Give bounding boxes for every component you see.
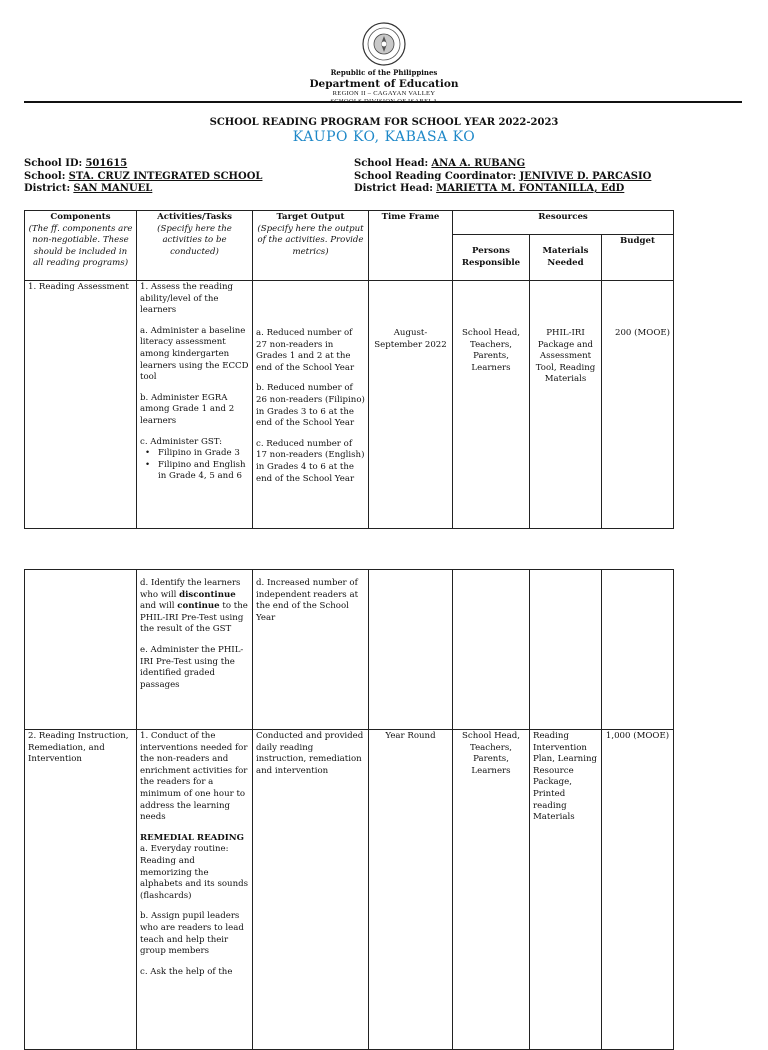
- header-time-frame: Time Frame: [369, 211, 453, 281]
- activity-e: e. Administer the PHIL-IRI Pre-Test using the identified graded passages: [140, 644, 244, 690]
- school-label: School:: [24, 170, 66, 182]
- coordinator-row: [354, 171, 651, 184]
- district-head-row: [354, 183, 651, 196]
- division-line: SCHOOLS DIVISION OF ISABELA: [330, 98, 438, 105]
- materials-cell: [530, 281, 602, 529]
- school-info-left: [24, 158, 262, 196]
- header-activities-note: (Specify here the activities to be conducted): [157, 223, 232, 257]
- persons-cell: [453, 281, 530, 529]
- school-id-row: [24, 158, 262, 171]
- target-cell: [253, 281, 369, 529]
- target-a: a. Reduced number of 27 non-readers in Grades 1 and 2 at the end of the School Year: [256, 328, 355, 373]
- activity-a: a. Administer a baseline literacy assessment among kindergarten learners using the ECCD tool: [140, 325, 249, 383]
- activity-d-text: to the PHIL-IRI Pre-Test using the result of the GST: [140, 601, 248, 635]
- header-resources: Resources: [453, 211, 674, 235]
- time-frame-cell: [369, 570, 453, 730]
- header-budget: Budget: [602, 235, 674, 281]
- program-slogan: KAUPO KO, KABASA KO: [292, 129, 476, 145]
- activity-c-list: [140, 448, 249, 483]
- header-target-label: Target Output: [276, 212, 345, 222]
- activity-a: a. Everyday routine: Reading and memorizing the alphabets and its sounds (flashcards): [140, 844, 249, 901]
- activities-cell: [137, 281, 253, 529]
- target-b: b. Reduced number of 26 non-readers (Filipino) in Grades 3 to 6 at the end of the School Year: [256, 383, 365, 429]
- activities-cell: [137, 730, 253, 1050]
- header-divider: [24, 101, 742, 103]
- table-row: [25, 570, 674, 730]
- district-head-value: MARIETTA M. FONTANILLA, EdD: [436, 183, 625, 194]
- header-target: [253, 211, 369, 281]
- budget-cell: 1,000 (MOOE): [602, 730, 674, 1050]
- activity-intro: 1. Assess the reading ability/level of the learners: [140, 282, 234, 316]
- persons-cell: School Head, Teachers, Parents, Learners: [453, 730, 530, 1050]
- republic-line: Republic of the Philippines: [330, 68, 438, 77]
- materials-value: PHIL-IRI Package and Assessment Tool, Reading Materials: [535, 328, 596, 385]
- activity-b: b. Assign pupil leaders who are readers to lead teach and help their group members: [140, 911, 244, 957]
- component-cell: 1. Reading Assessment: [25, 281, 137, 529]
- header-components-label: Components: [50, 212, 111, 222]
- target-d: d. Increased number of independent readers at the end of the School Year: [256, 578, 359, 623]
- district-value: SAN MANUEL: [73, 183, 153, 194]
- time-frame-value: August-September 2022: [374, 328, 447, 350]
- target-cell: Conducted and provided daily reading instruction, remediation and intervention: [253, 730, 369, 1050]
- header-components-note: (The ff. components are non-negotiable. These should be included in all reading programs): [28, 223, 133, 269]
- district-row: [24, 183, 262, 196]
- district-head-label: District Head:: [354, 183, 433, 194]
- region-line: REGION II – CAGAYAN VALLEY: [332, 90, 436, 97]
- activity-d-text: and will: [140, 601, 178, 612]
- persons-value: School Head, Teachers, Parents, Learners: [462, 328, 520, 373]
- coordinator-label: School Reading Coordinator:: [354, 170, 517, 182]
- time-frame-cell: Year Round: [369, 730, 453, 1050]
- department-line: Department of Education: [309, 78, 459, 90]
- school-value: STA. CRUZ INTEGRATED SCHOOL: [68, 170, 263, 182]
- list-item: • Filipino and English in Grade 4, 5 and 6: [158, 460, 249, 483]
- school-info-right: [354, 158, 651, 196]
- budget-value: 200 (MOOE): [615, 328, 671, 338]
- district-label: District:: [24, 183, 71, 194]
- header-persons: Persons Responsible: [453, 235, 530, 281]
- school-row: [24, 171, 262, 184]
- target-cell: [253, 570, 369, 730]
- activity-d: [140, 578, 249, 636]
- component-cell: 2. Reading Instruction, Remediation, and Intervention: [25, 730, 137, 1050]
- target-c: c. Reduced number of 17 non-readers (English) in Grades 4 to 6 at the end of the School Year: [256, 438, 365, 484]
- school-head-label: School Head:: [354, 158, 429, 169]
- budget-cell: [602, 281, 674, 529]
- school-id-value: 501615: [85, 158, 128, 169]
- list-item: • Filipino in Grade 3: [158, 448, 249, 460]
- time-frame-cell: [369, 281, 453, 529]
- activity-d-text: d. Identify the learners who will: [140, 578, 241, 600]
- activity-intro: 1. Conduct of the interventions needed for the non-readers and enrichment activities for the readers for a minimum of one hour to address the learning needs: [140, 731, 248, 823]
- activity-b: b. Administer EGRA among Grade 1 and 2 learners: [140, 392, 235, 426]
- persons-cell: [453, 570, 530, 730]
- table-row: [25, 281, 674, 529]
- program-title: SCHOOL READING PROGRAM FOR SCHOOL YEAR 2022-2023: [209, 117, 559, 128]
- coordinator-value: JENIVIVE D. PARCASIO: [519, 170, 652, 182]
- program-table-page2: [24, 569, 674, 1050]
- header-activities: [137, 211, 253, 281]
- budget-cell: [602, 570, 674, 730]
- header-activities-label: Activities/Tasks: [157, 212, 232, 222]
- school-head-row: [354, 158, 651, 171]
- deped-seal-icon: [362, 22, 406, 66]
- letterhead: [0, 22, 768, 106]
- activities-cell: [137, 570, 253, 730]
- remedial-reading-heading: REMEDIAL READING: [140, 832, 244, 843]
- table-row: [25, 730, 674, 1050]
- materials-cell: Reading Intervention Plan, Learning Resource Package, Printed reading Materials: [530, 730, 602, 1050]
- header-materials: Materials Needed: [530, 235, 602, 281]
- header-target-note: (Specify here the output of the activities. Provide metrics): [257, 223, 364, 257]
- materials-cell: [530, 570, 602, 730]
- program-table-page1: [24, 210, 674, 529]
- activity-c: c. Ask the help of the: [140, 966, 233, 977]
- school-head-value: ANA A. RUBANG: [431, 158, 526, 169]
- activity-d-continue: continue: [177, 601, 220, 612]
- school-id-label: School ID:: [24, 158, 83, 169]
- header-components: [25, 211, 137, 281]
- component-cell: [25, 570, 137, 730]
- activity-c: c. Administer GST:: [140, 436, 223, 447]
- activity-d-discontinue: discontinue: [179, 589, 236, 600]
